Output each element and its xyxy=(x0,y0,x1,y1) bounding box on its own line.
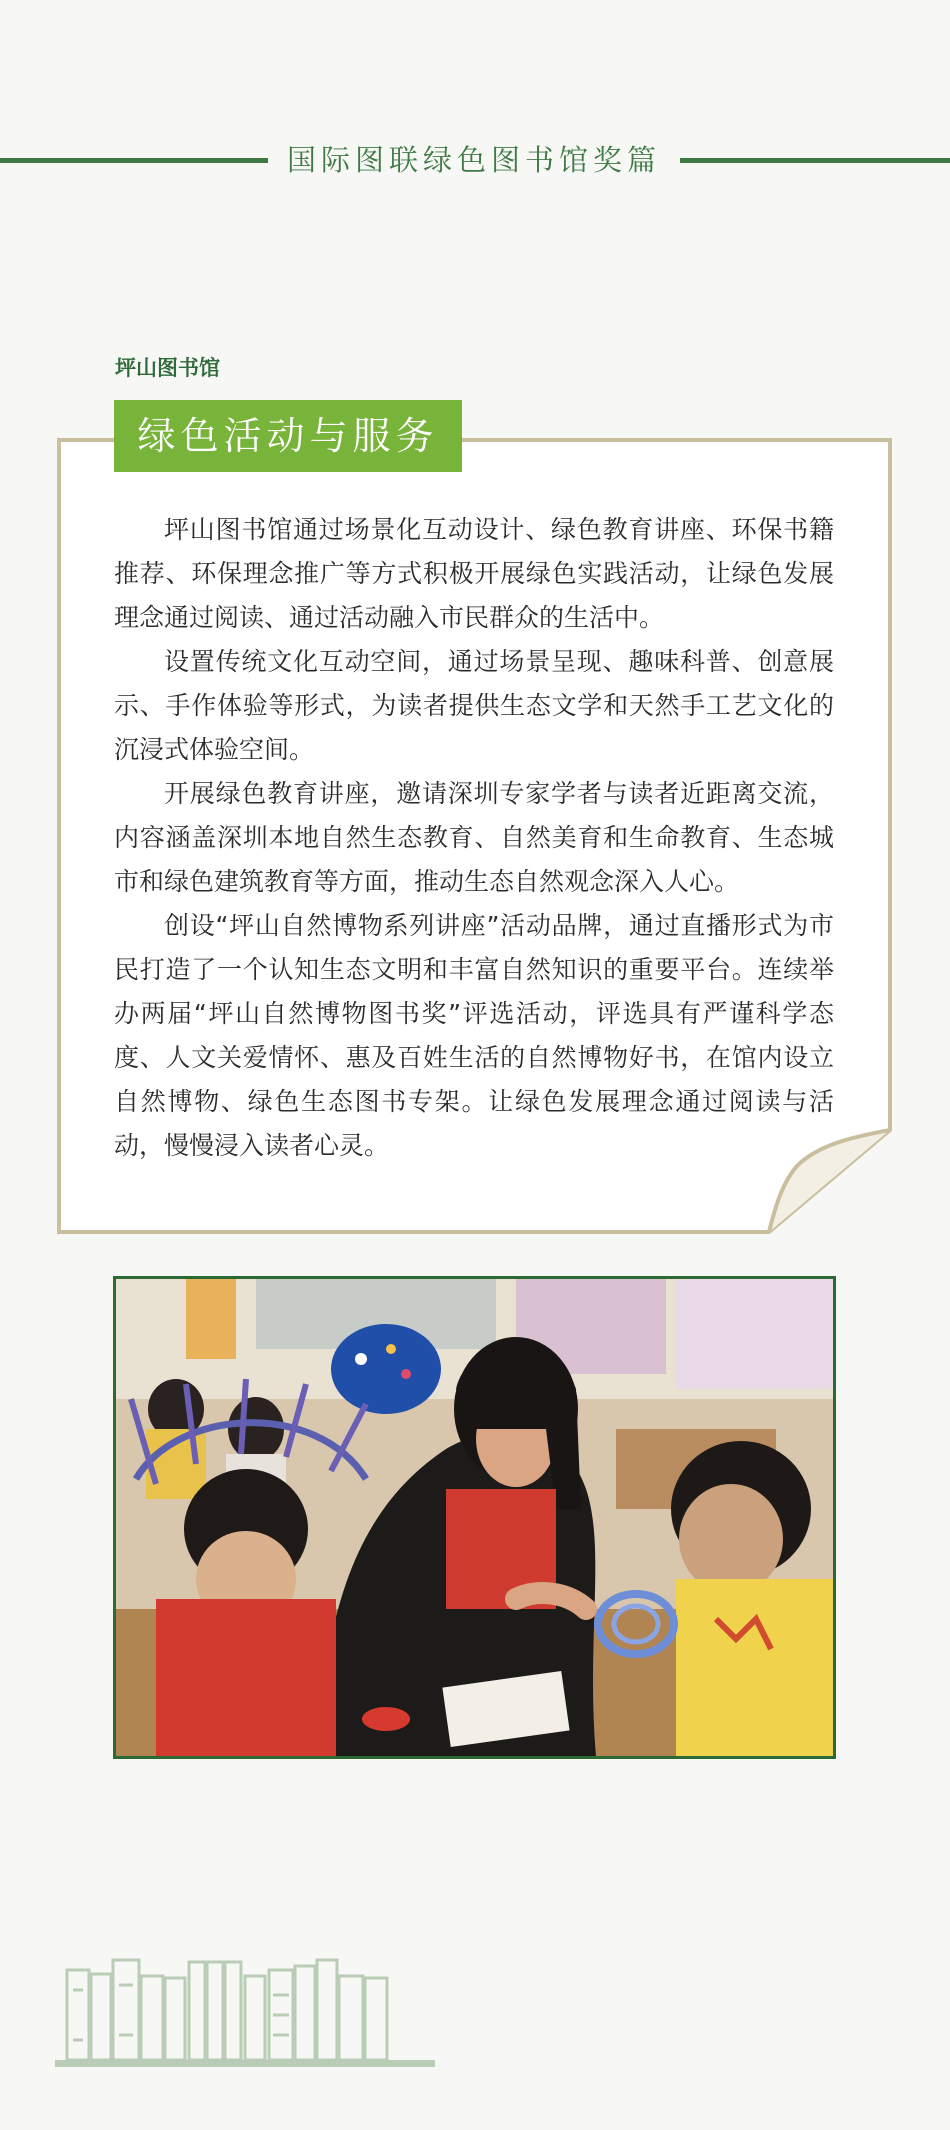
page-header-title: 国际图联绿色图书馆奖篇 xyxy=(286,143,661,177)
header-rule-right xyxy=(680,158,950,163)
paragraph: 开展绿色教育讲座，邀请深圳专家学者与读者近距离交流，内容涵盖深圳本地自然生态教育、自然美育和生命教育、生态城市和绿色建筑教育等方面，推动生态自然观念深入人心。 xyxy=(114,779,834,896)
paragraph: 创设“坪山自然博物系列讲座”活动品牌，通过直播形式为市民打造了一个认知生态文明和丰富自然知识的重要平台。连续举办两届“坪山自然博物图书奖”评选活动，评选具有严谨科学态度、人文关爱情怀、惠及百姓生活的自然博物好书，在馆内设立自然博物、绿色生态图书专架。让绿色发展理念通过阅读与活动，慢慢浸入读者心灵。 xyxy=(114,911,834,1160)
section-title-tab: 绿色活动与服务 xyxy=(114,400,462,472)
library-name: 坪山图书馆 xyxy=(115,356,220,380)
paragraph: 设置传统文化互动空间，通过场景呈现、趣味科普、创意展示、手作体验等形式，为读者提供生态文学和天然手工艺文化的沉浸式体验空间。 xyxy=(114,647,834,764)
section-body xyxy=(114,508,834,1168)
children-craft-activity-photo xyxy=(113,1276,836,1759)
header-rule-left xyxy=(0,158,268,163)
bookshelf-icon xyxy=(55,1940,445,2074)
paragraph: 坪山图书馆通过场景化互动设计、绿色教育讲座、环保书籍推荐、环保理念推广等方式积极开展绿色实践活动，让绿色发展理念通过阅读、通过活动融入市民群众的生活中。 xyxy=(114,515,834,632)
